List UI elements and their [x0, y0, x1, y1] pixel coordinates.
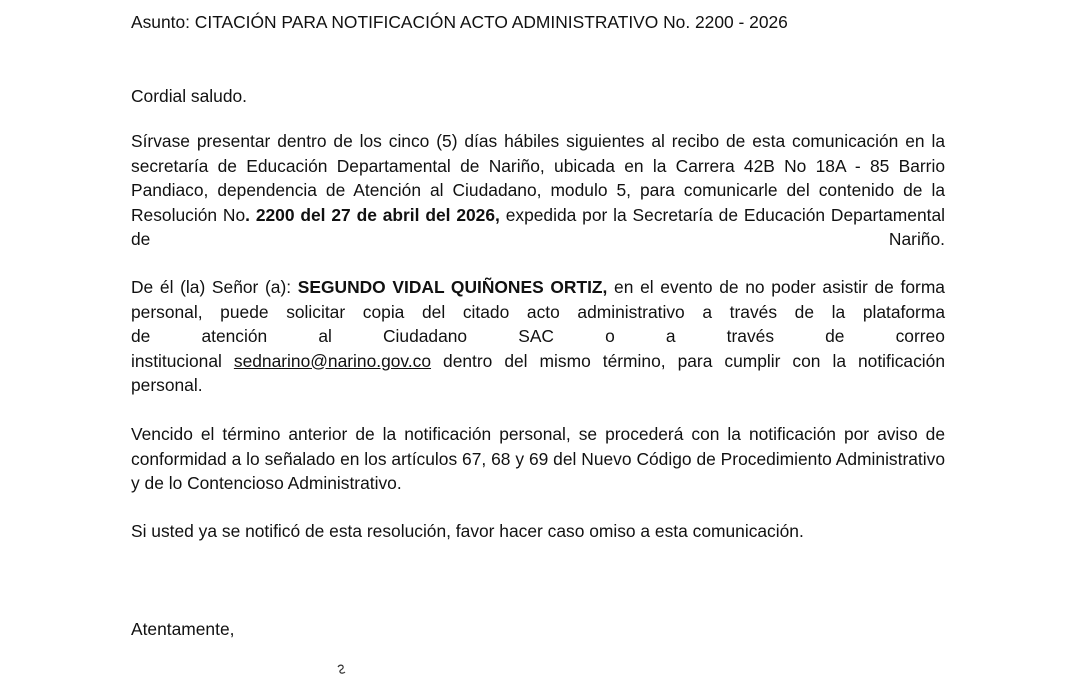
spread-word: SAC — [518, 326, 554, 346]
spread-word: correo — [895, 326, 945, 346]
recipient-name: SEGUNDO VIDAL QUIÑONES ORTIZ, — [297, 277, 608, 297]
subject-line: Asunto: CITACIÓN PARA NOTIFICACIÓN ACTO ADMINISTRATIVO No. 2200 - 2026 — [131, 12, 788, 32]
spread-word: atención — [201, 326, 268, 346]
recipient-text-a: en el evento de no poder asistir de forma personal, puede solicitar copia del citado acto administrativo a través de la plataforma — [131, 277, 945, 322]
spread-word: de — [825, 326, 845, 346]
spread-word: a — [665, 326, 676, 346]
spread-word: o — [605, 326, 615, 346]
spread-word: través — [726, 326, 775, 346]
recipient-prefix: De él (la) Señor (a): — [131, 277, 298, 297]
spread-word: al — [318, 326, 332, 346]
recipient-text-b: dentro del mismo término, para cumplir con la notificación personal. — [131, 350, 945, 395]
paragraph-recipient — [131, 275, 945, 398]
paragraph-citation-text-b: expedida por la Secretaría de Educación Departamental de Nariño. — [131, 204, 945, 249]
paragraph-disregard: Si usted ya se notificó de esta resolución, favor hacer caso omiso a esta comunicación. — [131, 521, 804, 541]
recipient-lines-top — [131, 275, 945, 324]
resolution-reference: . 2200 del 27 de abril del 2026, — [245, 204, 500, 225]
greeting: Cordial saludo. — [131, 86, 248, 106]
paragraph-citation-text-a: Sírvase presentar dentro de los cinco (5) días hábiles siguientes al recibo de esta comunicación en la secretaría de Educación Departamental de Nariño, ubicada en la Carrera 42B No 18A - 85 Barrio Pandiaco, dependencia de Atención al Ciudadano, modulo 5, para comunicarle del contenido de la Resolución No — [131, 131, 945, 225]
recipient-line4-prefix: institucional — [131, 350, 234, 371]
spread-word: de — [131, 326, 151, 346]
spread-word: Ciudadano — [382, 326, 468, 346]
paragraph-citation — [131, 129, 945, 252]
closing: Atentamente, — [131, 619, 235, 639]
recipient-spread-line — [131, 324, 945, 349]
signature-fragment-icon — [336, 664, 346, 675]
email-link[interactable]: sednarino@narino.gov.co — [233, 350, 432, 371]
recipient-lines-bottom — [131, 349, 945, 398]
paragraph-notice: Vencido el término anterior de la notificación personal, se procederá con la notificación por aviso de conformidad a lo señalado en los artículos 67, 68 y 69 del Nuevo Código de Procedimiento Administrativo y de lo Contencioso Administrativo. — [131, 424, 945, 493]
